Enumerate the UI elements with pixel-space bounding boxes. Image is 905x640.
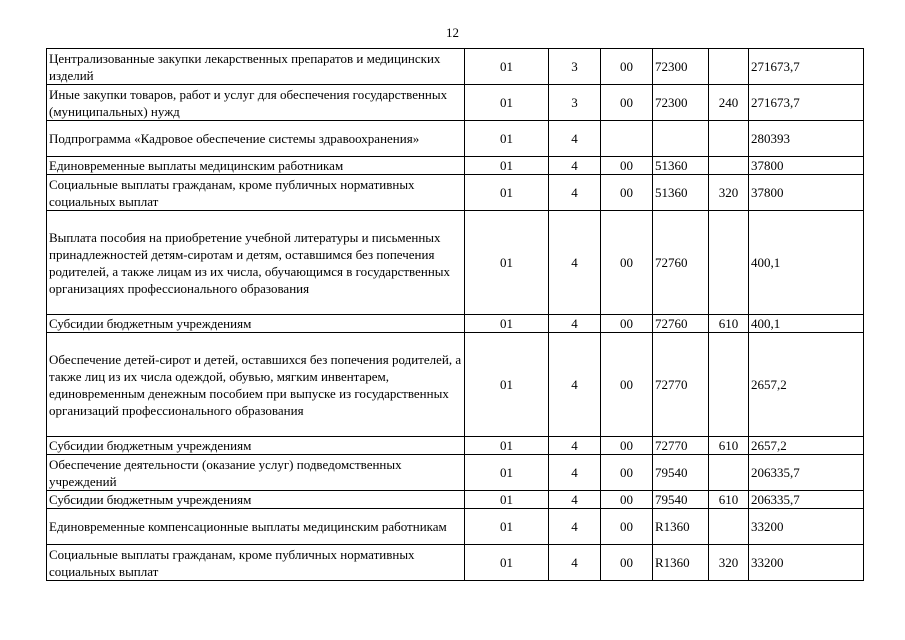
table-row <box>47 175 864 211</box>
row-target-article: R1360 <box>653 545 709 581</box>
row-expense-type: 320 <box>709 545 749 581</box>
row-program-code: 00 <box>601 509 653 545</box>
row-amount: 33200 <box>749 509 864 545</box>
table-row <box>47 157 864 175</box>
row-target-article: 79540 <box>653 491 709 509</box>
row-expense-type <box>709 509 749 545</box>
row-subsection: 4 <box>549 455 601 491</box>
row-expense-type <box>709 49 749 85</box>
row-amount: 206335,7 <box>749 491 864 509</box>
table-row <box>47 509 864 545</box>
row-amount: 2657,2 <box>749 333 864 437</box>
row-name: Централизованные закупки лекарственных препаратов и медицинских изделий <box>47 49 465 85</box>
row-target-article: 72760 <box>653 211 709 315</box>
table-row <box>47 49 864 85</box>
row-amount: 37800 <box>749 157 864 175</box>
row-subsection: 4 <box>549 545 601 581</box>
row-expense-type <box>709 455 749 491</box>
row-target-article: 72300 <box>653 49 709 85</box>
row-name: Социальные выплаты гражданам, кроме публичных нормативных социальных выплат <box>47 175 465 211</box>
row-section: 01 <box>465 545 549 581</box>
table-row <box>47 491 864 509</box>
row-expense-type: 610 <box>709 491 749 509</box>
row-program-code: 00 <box>601 455 653 491</box>
row-program-code: 00 <box>601 157 653 175</box>
row-section: 01 <box>465 491 549 509</box>
row-program-code: 00 <box>601 49 653 85</box>
page-number: 12 <box>446 25 459 40</box>
row-name: Единовременные выплаты медицинским работникам <box>47 157 465 175</box>
row-name: Субсидии бюджетным учреждениям <box>47 491 465 509</box>
row-program-code: 00 <box>601 85 653 121</box>
row-program-code: 00 <box>601 333 653 437</box>
row-program-code: 00 <box>601 211 653 315</box>
row-expense-type: 610 <box>709 437 749 455</box>
row-name: Субсидии бюджетным учреждениям <box>47 315 465 333</box>
row-amount: 280393 <box>749 121 864 157</box>
row-target-article: 79540 <box>653 455 709 491</box>
row-subsection: 4 <box>549 121 601 157</box>
table-row <box>47 333 864 437</box>
row-section: 01 <box>465 315 549 333</box>
row-name: Субсидии бюджетным учреждениям <box>47 437 465 455</box>
row-section: 01 <box>465 509 549 545</box>
row-subsection: 4 <box>549 491 601 509</box>
row-amount: 400,1 <box>749 211 864 315</box>
row-program-code: 00 <box>601 315 653 333</box>
row-amount: 2657,2 <box>749 437 864 455</box>
row-target-article: R1360 <box>653 509 709 545</box>
row-section: 01 <box>465 455 549 491</box>
table-row <box>47 455 864 491</box>
row-section: 01 <box>465 437 549 455</box>
row-amount: 37800 <box>749 175 864 211</box>
row-section: 01 <box>465 175 549 211</box>
table-row <box>47 437 864 455</box>
row-subsection: 4 <box>549 437 601 455</box>
row-program-code: 00 <box>601 491 653 509</box>
row-amount: 33200 <box>749 545 864 581</box>
row-target-article: 72300 <box>653 85 709 121</box>
row-name: Подпрограмма «Кадровое обеспечение системы здравоохранения» <box>47 121 465 157</box>
row-expense-type <box>709 333 749 437</box>
row-expense-type: 240 <box>709 85 749 121</box>
row-section: 01 <box>465 333 549 437</box>
table-row <box>47 315 864 333</box>
row-subsection: 3 <box>549 85 601 121</box>
row-name: Единовременные компенсационные выплаты медицинским работникам <box>47 509 465 545</box>
table-row <box>47 211 864 315</box>
row-section: 01 <box>465 121 549 157</box>
table-body <box>47 49 864 581</box>
row-target-article: 51360 <box>653 157 709 175</box>
row-subsection: 4 <box>549 315 601 333</box>
row-section: 01 <box>465 211 549 315</box>
row-section: 01 <box>465 85 549 121</box>
row-section: 01 <box>465 157 549 175</box>
table-row <box>47 545 864 581</box>
row-name: Иные закупки товаров, работ и услуг для обеспечения государственных (муниципальных) нужд <box>47 85 465 121</box>
row-expense-type <box>709 121 749 157</box>
table-row <box>47 121 864 157</box>
table-row <box>47 85 864 121</box>
row-program-code: 00 <box>601 175 653 211</box>
row-program-code: 00 <box>601 545 653 581</box>
row-amount: 206335,7 <box>749 455 864 491</box>
row-amount: 271673,7 <box>749 85 864 121</box>
row-name: Социальные выплаты гражданам, кроме публичных нормативных социальных выплат <box>47 545 465 581</box>
row-subsection: 3 <box>549 49 601 85</box>
row-target-article: 51360 <box>653 175 709 211</box>
row-expense-type <box>709 211 749 315</box>
row-expense-type <box>709 157 749 175</box>
budget-table <box>46 48 864 581</box>
row-program-code <box>601 121 653 157</box>
row-name: Обеспечение детей-сирот и детей, оставшихся без попечения родителей, а также лиц из их числа одеждой, обувью, мягким инвентарем, единовременным денежным пособием при выпуске из государственных организаций профессионального образования <box>47 333 465 437</box>
row-name: Выплата пособия на приобретение учебной литературы и письменных принадлежностей детям-сиротам и детям, оставшимся без попечения родителей, а также лицам из их числа, обучающимся в государственных организациях профессионального образования <box>47 211 465 315</box>
row-subsection: 4 <box>549 333 601 437</box>
row-subsection: 4 <box>549 211 601 315</box>
row-amount: 271673,7 <box>749 49 864 85</box>
row-target-article: 72770 <box>653 333 709 437</box>
row-name: Обеспечение деятельности (оказание услуг) подведомственных учреждений <box>47 455 465 491</box>
row-target-article: 72760 <box>653 315 709 333</box>
row-subsection: 4 <box>549 509 601 545</box>
row-expense-type: 610 <box>709 315 749 333</box>
row-amount: 400,1 <box>749 315 864 333</box>
row-expense-type: 320 <box>709 175 749 211</box>
row-target-article: 72770 <box>653 437 709 455</box>
row-program-code: 00 <box>601 437 653 455</box>
row-subsection: 4 <box>549 157 601 175</box>
row-section: 01 <box>465 49 549 85</box>
row-subsection: 4 <box>549 175 601 211</box>
row-target-article <box>653 121 709 157</box>
